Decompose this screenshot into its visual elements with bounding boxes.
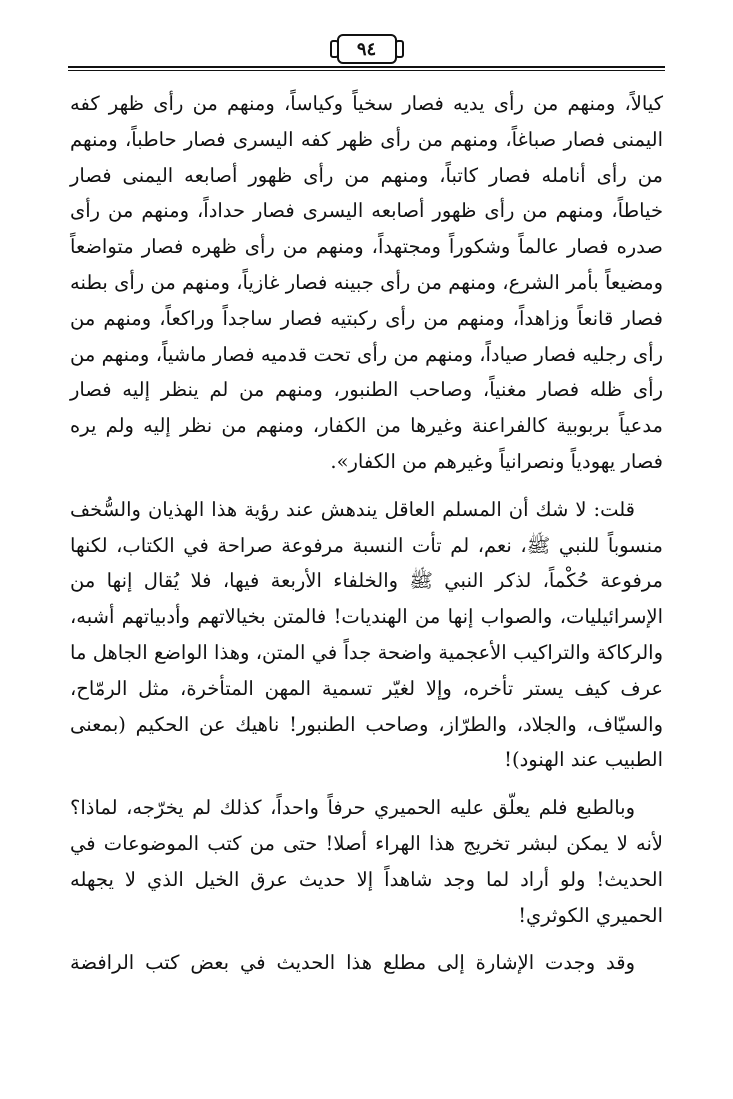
header-rule-thin xyxy=(68,70,665,71)
paragraph-hadith-continuation: كيالاً، ومنهم من رأى يديه فصار سخياً وكياساً، ومنهم من رأى ظهر كفه اليمنى فصار صباغاً، ومنهم من رأى ظهر كفه اليسرى فصار حاطباً، ومنهم من رأى أنامله فصار كاتباً، ومنهم من رأى ظهور أصابعه اليمنى فصار خياطاً، ومنهم من رأى ظهور أصابعه اليسرى فصار حداداً، ومنهم من رأى صدره فصار عالماً وشكوراً ومجتهداً، ومنهم من رأى ظهره فصار متواضعاً ومضيعاً بأمر الشرع، ومنهم من رأى جبينه فصار غازياً، ومنهم من رأى بطنه فصار قانعاً وزاهداً، ومنهم من رأى ركبتيه فصار ساجداً وراكعاً، ومنهم من رأى رجليه فصار صياداً، ومنهم من رأى تحت قدميه فصار ماشياً، ومنهم من رأى ظله فصار مغنياً، وصاحب الطنبور، ومنهم من لم ينظر إليه فصار مدعياً بربوبية كالفراعنة وغيرها من الكفار، ومنهم من نظر إليه ولم يره فصار يهودياً ونصرانياً وغيرهم من الكفار». xyxy=(70,92,663,473)
paragraph-humairi-note: وبالطبع فلم يعلّق عليه الحميري حرفاً واحداً، كذلك لم يخرّجه، لماذا؟ لأنه لا يمكن لبشر تخريج هذا الهراء أصلا! حتى من كتب الموضوعات في الحديث! ولو أراد لما وجد شاهداً إلا حديث عرق الخيل الذي لا يجهله الحميري الكوثري! xyxy=(70,796,663,927)
paragraph-rafida-reference: وقد وجدت الإشارة إلى مطلع هذا الحديث في بعض كتب الرافضة xyxy=(70,951,635,975)
page-body xyxy=(70,86,663,981)
page-header xyxy=(68,30,665,70)
paragraph-commentary: قلت: لا شك أن المسلم العاقل يندهش عند رؤية هذا الهذيان والسُّخف منسوباً للنبي ﷺ، نعم، لم تأت النسبة مرفوعة صراحة في الكتاب، لكنها مرفوعة حُكْماً، لذكر النبي ﷺ والخلفاء الأربعة فيها، فلا يُقال إنها من الإسرائيليات، والصواب إنها من الهنديات! فالمتن بخيالاتهم وأدبياتهم أشبه، والركاكة والتراكيب الأعجمية واضحة جداً في المتن، وهذا الواضع الجاهل ما عرف كيف يستر تأخره، وإلا لغيّر تسمية المهن المتأخرة، مثل الرمّاح، والسيّاف، والجلاد، والطرّاز، وصاحب الطنبور! ناهيك عن الحكيم (بمعنى الطبيب عند الهنود)! xyxy=(70,497,663,772)
header-rule-thick xyxy=(68,66,665,68)
page-number: ٩٤ xyxy=(337,34,397,64)
